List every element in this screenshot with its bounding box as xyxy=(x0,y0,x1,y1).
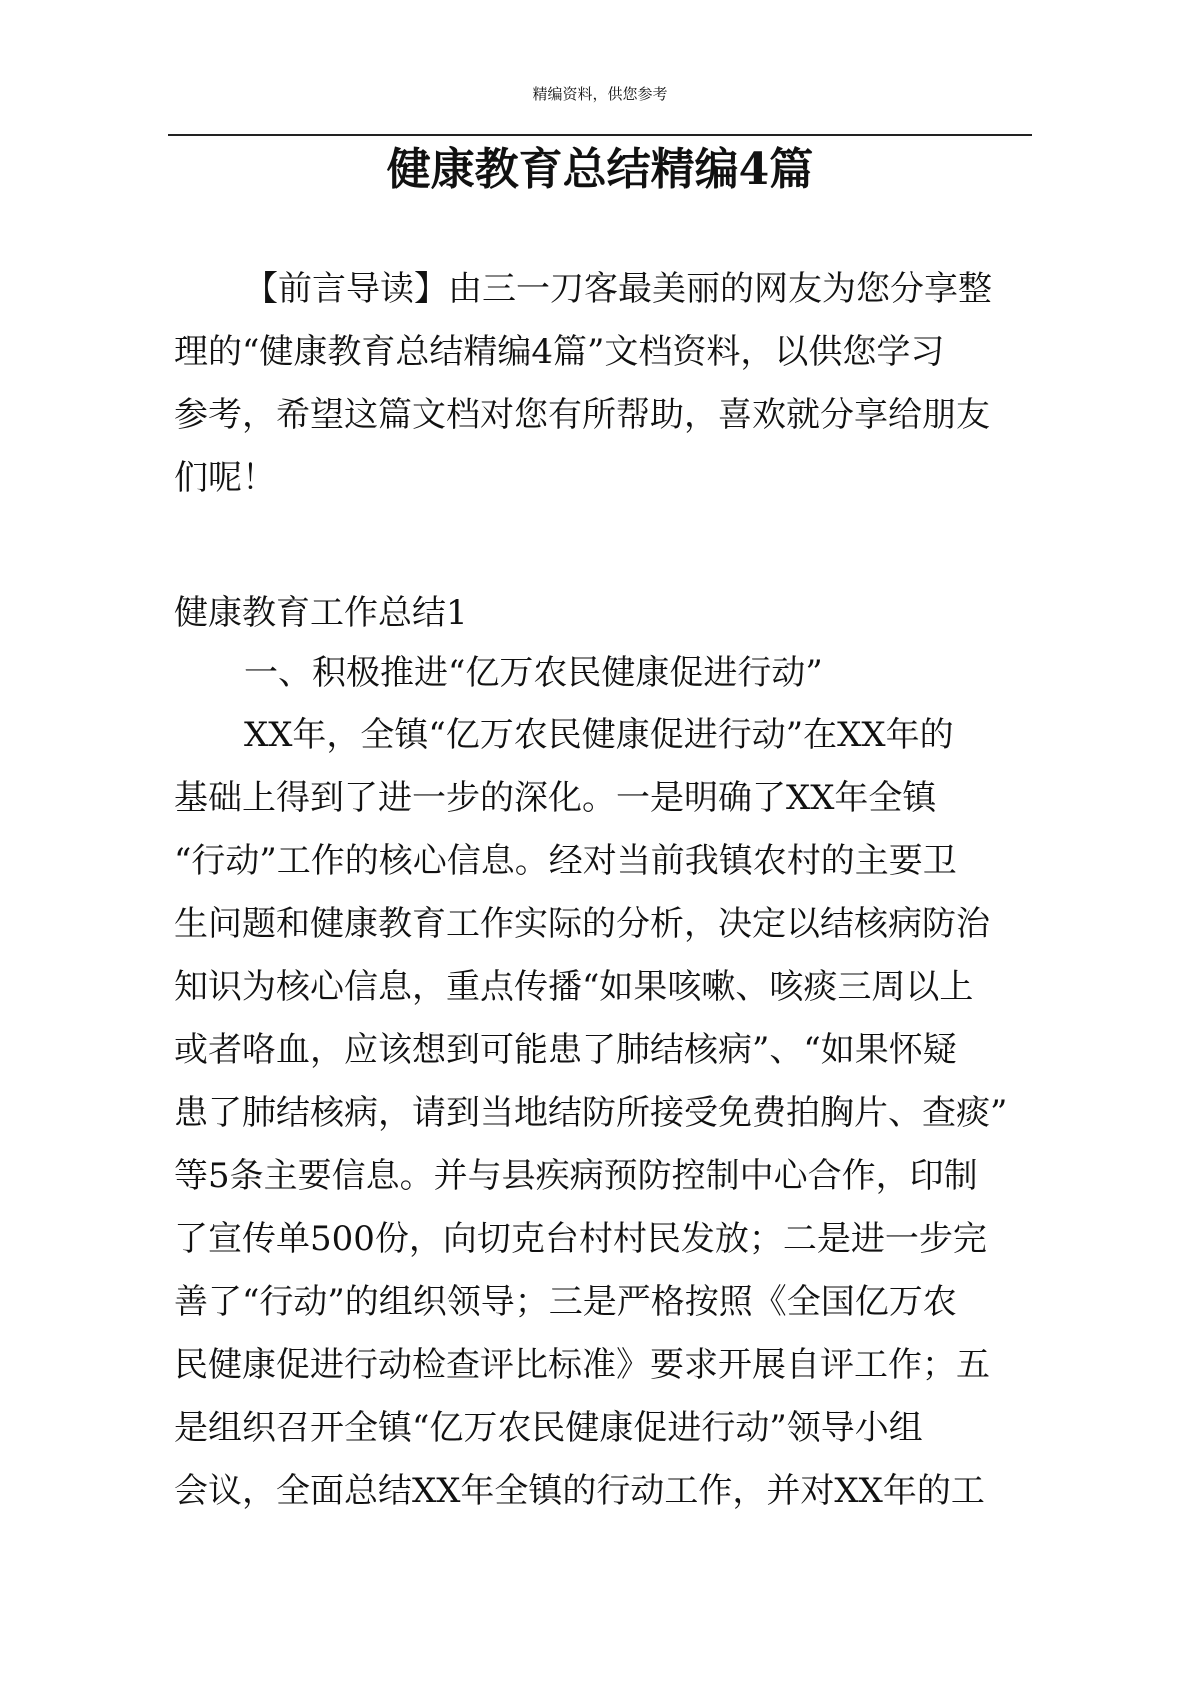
body-line: 基础上得到了进一步的深化。一是明确了XX年全镇 xyxy=(174,778,937,818)
body-line: “行动”工作的核心信息。经对当前我镇农村的主要卫 xyxy=(174,841,957,881)
body-line: 等5条主要信息。并与县疾病预防控制中心合作，印制 xyxy=(174,1156,978,1196)
page-header-note: 精编资料，供您参考 xyxy=(532,85,668,103)
body-line: 生问题和健康教育工作实际的分析，决定以结核病防治 xyxy=(174,904,990,944)
body-line: 或者咯血，应该想到可能患了肺结核病”、“如果怀疑 xyxy=(174,1030,957,1070)
body-line: 善了“行动”的组织领导；三是严格按照《全国亿万农 xyxy=(174,1282,957,1322)
document-title: 健康教育总结精编4篇 xyxy=(386,144,814,195)
preface-line: 【前言导读】由三一刀客最美丽的网友为您分享整 xyxy=(244,269,992,309)
preface-line: 参考，希望这篇文档对您有所帮助，喜欢就分享给朋友 xyxy=(174,395,990,435)
body-line: 了宣传单500份，向切克台村村民发放；二是进一步完 xyxy=(174,1219,987,1259)
section-subheading: 一、积极推进“亿万农民健康促进行动” xyxy=(244,653,823,693)
body-line: 患了肺结核病，请到当地结防所接受免费拍胸片、查痰” xyxy=(174,1093,1008,1133)
header-divider xyxy=(168,134,1032,136)
body-line: 是组织召开全镇“亿万农民健康促进行动”领导小组 xyxy=(174,1408,923,1448)
section-heading: 健康教育工作总结1 xyxy=(174,593,468,633)
preface-line: 理的“健康教育总结精编4篇”文档资料，以供您学习 xyxy=(174,332,945,372)
body-line: 民健康促进行动检查评比标准》要求开展自评工作；五 xyxy=(174,1345,990,1385)
preface-line: 们呢！ xyxy=(174,458,276,498)
body-line: XX年，全镇“亿万农民健康促进行动”在XX年的 xyxy=(244,715,954,755)
body-line: 知识为核心信息，重点传播“如果咳嗽、咳痰三周以上 xyxy=(174,967,974,1007)
body-line: 会议，全面总结XX年全镇的行动工作，并对XX年的工 xyxy=(174,1471,985,1511)
